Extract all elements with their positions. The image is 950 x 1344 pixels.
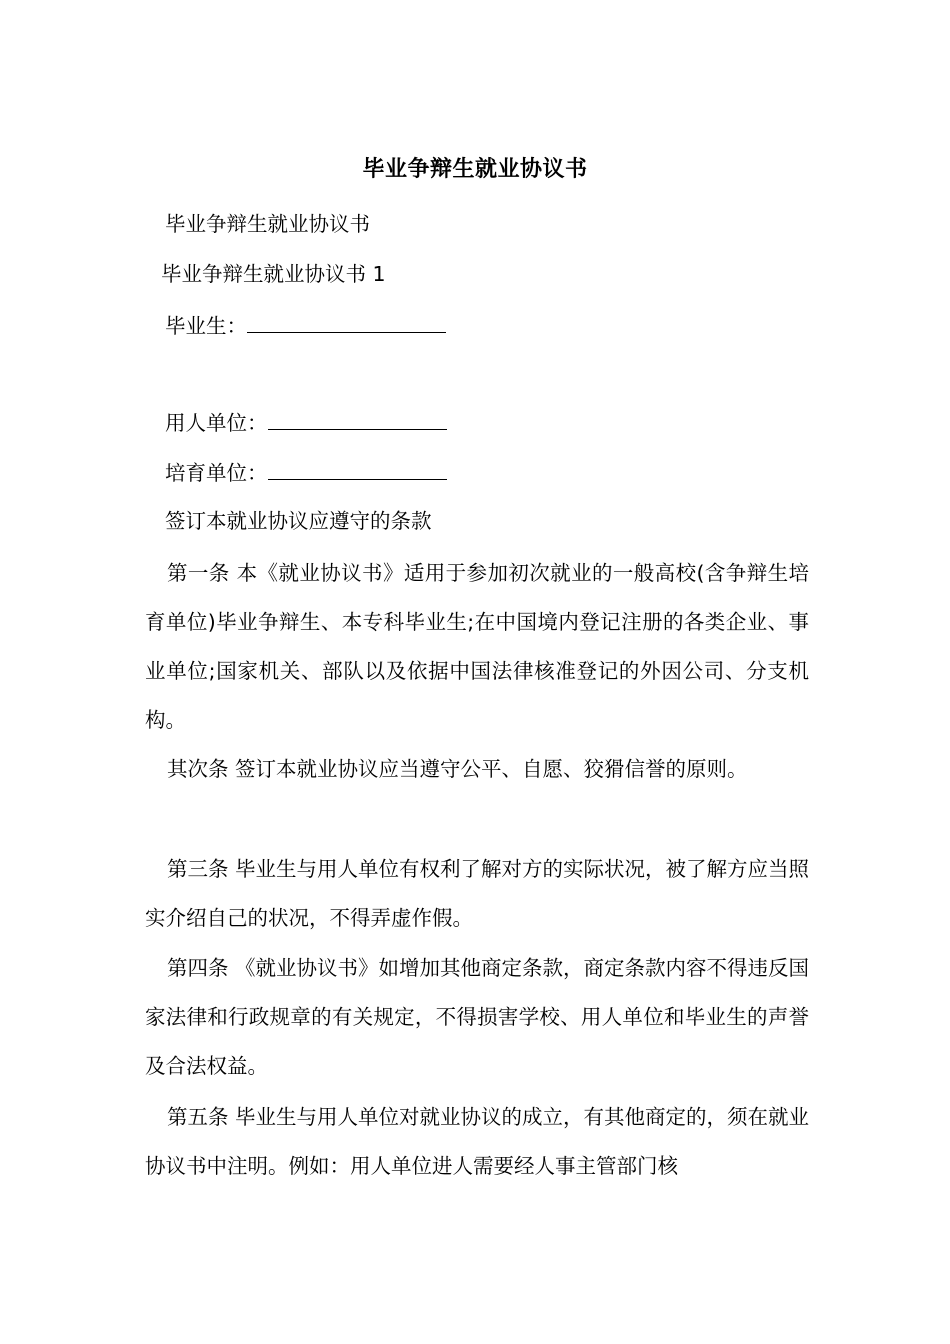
article-2: 其次条 签订本就业协议应当遵守公平、自愿、狡猾信誉的原则。 — [167, 757, 748, 781]
employer-blank-line — [268, 407, 447, 430]
training-blank-line — [268, 457, 447, 480]
training-label: 培育单位： — [165, 461, 268, 485]
article-5: 第五条 毕业生与用人单位对就业协议的成立，有其他商定的，须在就业协议书中注明。例如：用人单位进人需要经人事主管部门核 — [145, 1105, 810, 1178]
employer-label: 用人单位： — [165, 411, 268, 435]
employer-field — [165, 407, 447, 438]
section-heading: 签订本就业协议应遵守的条款 — [165, 509, 432, 533]
article-3: 第三条 毕业生与用人单位有权利了解对方的实际状况，被了解方应当照实介绍自己的状况，不得弄虚作假。 — [145, 857, 810, 930]
training-field — [165, 457, 447, 488]
article-4: 第四条 《就业协议书》如增加其他商定条款，商定条款内容不得违反国家法律和行政规章的有关规定，不得损害学校、用人单位和毕业生的声誉及合法权益。 — [145, 956, 810, 1078]
subtitle: 毕业争辩生就业协议书 — [165, 212, 370, 236]
article-1: 第一条 本《就业协议书》适用于参加初次就业的一般高校(含争辩生培育单位)毕业争辩生、本专科毕业生;在中国境内登记注册的各类企业、事业单位;国家机关、部队以及依据中国法律核准登记的外因公司、分支机构。 — [145, 561, 809, 732]
document-title: 毕业争辩生就业协议书 — [362, 157, 588, 182]
subtitle-numbered: 毕业争辩生就业协议书 1 — [161, 262, 386, 286]
graduate-blank-line — [247, 310, 446, 333]
graduate-field — [165, 310, 446, 341]
graduate-label: 毕业生： — [165, 314, 247, 338]
